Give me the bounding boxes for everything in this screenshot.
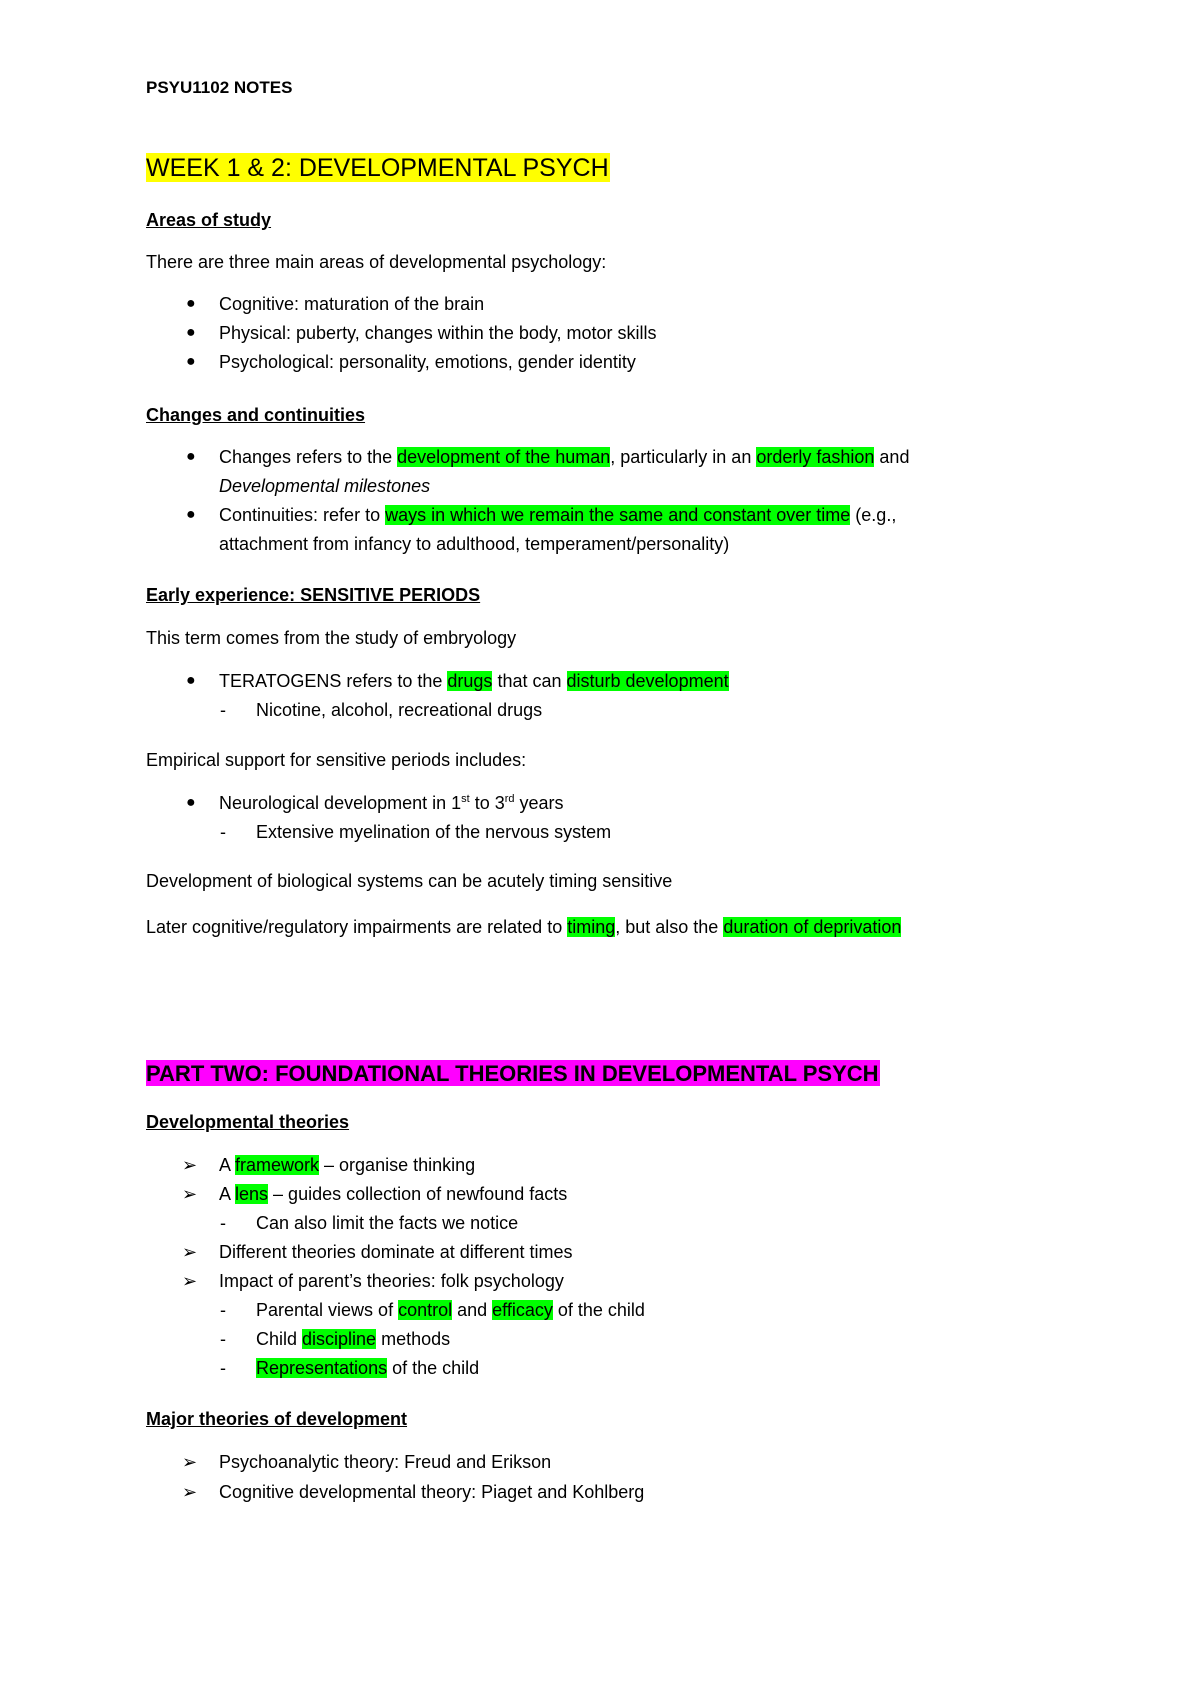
highlight: orderly fashion xyxy=(756,447,875,467)
text-run: of the child xyxy=(552,1300,645,1320)
week-heading-row xyxy=(146,152,610,184)
changes-item xyxy=(219,445,909,469)
text-run: Parental views of xyxy=(256,1300,399,1320)
document-title: PSYU1102 NOTES xyxy=(146,78,293,97)
teratogens-item xyxy=(219,669,729,693)
discipline-item xyxy=(256,1327,450,1351)
bullet-icon: ● xyxy=(186,295,196,312)
text-run: A xyxy=(219,1184,236,1204)
dash-icon: - xyxy=(220,1300,226,1320)
list-item: Impact of parent’s theories: folk psychology xyxy=(219,1271,564,1291)
superscript: rd xyxy=(504,793,515,805)
empirical-text: Empirical support for sensitive periods includes: xyxy=(146,750,527,770)
highlight: duration of deprivation xyxy=(723,917,902,937)
neuro-item xyxy=(219,791,564,815)
text-run: to 3 xyxy=(469,793,505,813)
arrow-bullet-icon: ➢ xyxy=(182,1271,198,1291)
text-run: Neurological development in 1 xyxy=(219,793,462,813)
areas-heading: Areas of study xyxy=(146,210,272,230)
text-run: and xyxy=(452,1300,493,1320)
biological-text: Development of biological systems can be acutely timing sensitive xyxy=(146,871,673,891)
highlight: framework xyxy=(235,1155,320,1175)
highlight: Representations xyxy=(256,1358,388,1378)
text-run: – guides collection of newfound facts xyxy=(268,1184,568,1204)
dash-icon: - xyxy=(220,822,226,842)
dev-theories-heading: Developmental theories xyxy=(146,1112,350,1132)
arrow-bullet-icon: ➢ xyxy=(182,1242,198,1262)
text-run: , particularly in an xyxy=(610,447,757,467)
text-run: years xyxy=(514,793,564,813)
changes-item-continued xyxy=(219,474,430,498)
highlight: efficacy xyxy=(492,1300,553,1320)
arrow-bullet-icon: ➢ xyxy=(182,1452,198,1472)
later-text xyxy=(146,915,901,939)
text-run: of the child xyxy=(387,1358,480,1378)
list-item: Different theories dominate at different times xyxy=(219,1242,573,1262)
text-run: – organise thinking xyxy=(319,1155,476,1175)
bullet-icon: ● xyxy=(186,353,196,370)
changes-heading: Changes and continuities xyxy=(146,405,366,425)
list-item: Cognitive: maturation of the brain xyxy=(219,294,485,314)
list-item: Cognitive developmental theory: Piaget and Kohlberg xyxy=(219,1482,645,1502)
sub-item: Nicotine, alcohol, recreational drugs xyxy=(256,700,543,720)
sub-item: Extensive myelination of the nervous system xyxy=(256,822,612,842)
highlight: development of the human xyxy=(397,447,611,467)
lens-item xyxy=(219,1182,567,1206)
text-run: Later cognitive/regulatory impairments are related to xyxy=(146,917,568,937)
text-run: , but also the xyxy=(615,917,724,937)
early-heading: Early experience: SENSITIVE PERIODS xyxy=(146,585,481,605)
dash-icon: - xyxy=(220,1213,226,1233)
bullet-icon: ● xyxy=(186,506,196,523)
early-intro: This term comes from the study of embryology xyxy=(146,628,517,648)
text-run: Continuities: refer to xyxy=(219,505,386,525)
bullet-icon: ● xyxy=(186,794,196,811)
arrow-bullet-icon: ➢ xyxy=(182,1184,198,1204)
italic-text: Developmental milestones xyxy=(219,476,431,496)
week-heading: WEEK 1 & 2: DEVELOPMENTAL PSYCH xyxy=(146,154,609,182)
text-run: TERATOGENS refers to the xyxy=(219,671,448,691)
highlight: timing xyxy=(567,917,616,937)
dash-icon: - xyxy=(220,700,226,720)
arrow-bullet-icon: ➢ xyxy=(182,1155,198,1175)
text-run: A xyxy=(219,1155,236,1175)
highlight: discipline xyxy=(302,1329,377,1349)
continuities-item xyxy=(219,503,896,527)
list-item: Psychological: personality, emotions, gender identity xyxy=(219,352,636,372)
list-item: Psychoanalytic theory: Freud and Erikson xyxy=(219,1452,552,1472)
text-run: that can xyxy=(492,671,567,691)
sub-item: Can also limit the facts we notice xyxy=(256,1213,519,1233)
part-two-heading: PART TWO: FOUNDATIONAL THEORIES IN DEVELOPMENTAL PSYCH xyxy=(146,1061,879,1086)
highlight: lens xyxy=(235,1184,269,1204)
highlight: control xyxy=(398,1300,453,1320)
highlight: ways in which we remain the same and constant over time xyxy=(385,505,851,525)
text-run: methods xyxy=(376,1329,451,1349)
list-item: Physical: puberty, changes within the body, motor skills xyxy=(219,323,657,343)
major-heading: Major theories of development xyxy=(146,1409,408,1429)
bullet-icon: ● xyxy=(186,672,196,689)
bullet-icon: ● xyxy=(186,324,196,341)
text-run: and xyxy=(874,447,910,467)
parental-item xyxy=(256,1298,645,1322)
part-two-heading-row xyxy=(146,1058,880,1090)
framework-item xyxy=(219,1153,475,1177)
continuities-item-continued: attachment from infancy to adulthood, temperament/personality) xyxy=(219,534,730,554)
dash-icon: - xyxy=(220,1358,226,1378)
highlight: disturb development xyxy=(566,671,729,691)
superscript: st xyxy=(461,793,470,805)
representations-item xyxy=(256,1356,479,1380)
areas-intro: There are three main areas of developmental psychology: xyxy=(146,252,607,272)
bullet-icon: ● xyxy=(186,448,196,465)
text-run: Changes refers to the xyxy=(219,447,398,467)
highlight: drugs xyxy=(447,671,493,691)
dash-icon: - xyxy=(220,1329,226,1349)
text-run: (e.g., xyxy=(850,505,897,525)
arrow-bullet-icon: ➢ xyxy=(182,1482,198,1502)
text-run: Child xyxy=(256,1329,303,1349)
